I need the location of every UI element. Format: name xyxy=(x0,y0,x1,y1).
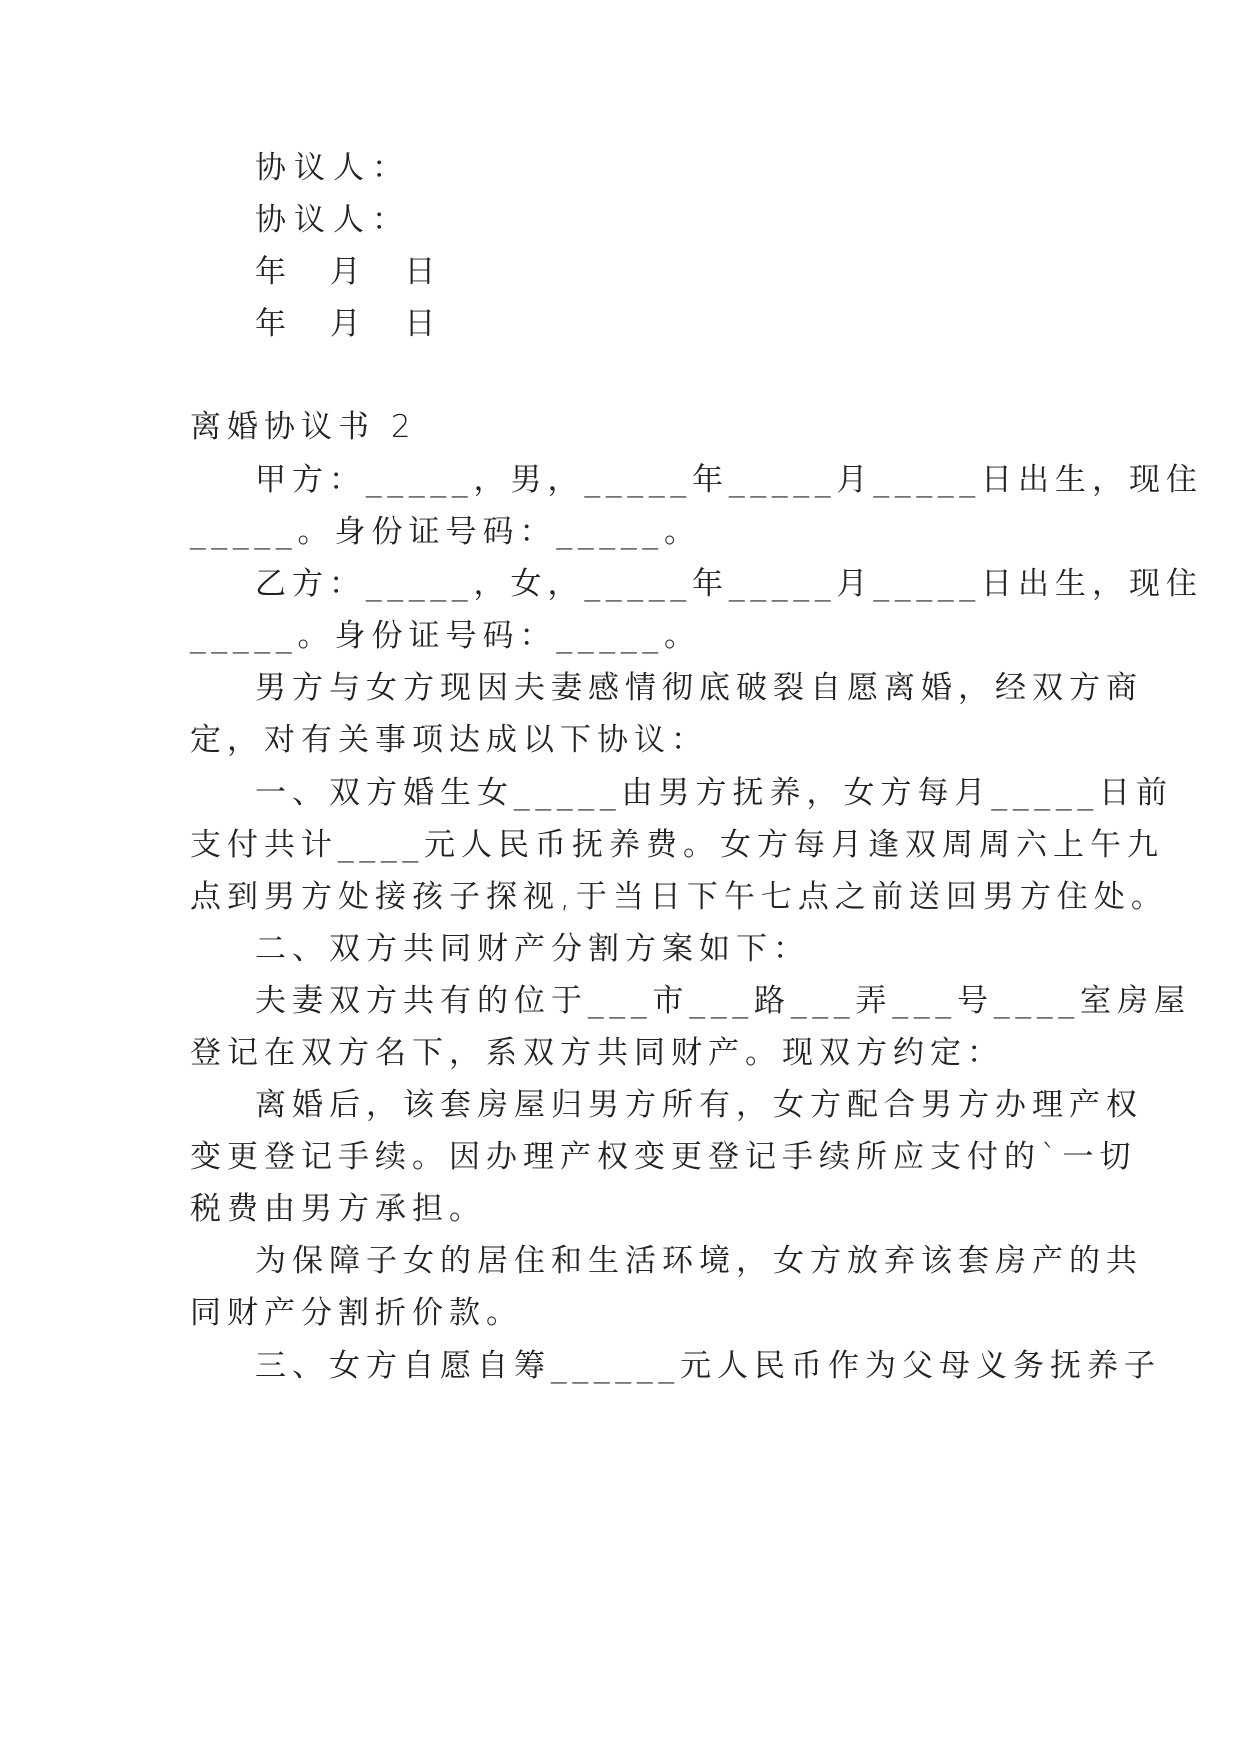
paragraph-line: 变更登记手续。因办理产权变更登记手续所应支付的`一切 xyxy=(190,1139,1137,1175)
signatory-b-label: 协议人： xyxy=(255,202,411,238)
paragraph-line: 税费由男方承担。 xyxy=(190,1191,486,1227)
paragraph-line: _____。身份证号码：_____。 xyxy=(190,514,701,550)
paragraph-line: 乙方：_____，女，_____年_____月_____日出生，现住 xyxy=(255,566,1203,602)
clause-2-heading: 二、双方共同财产分割方案如下： xyxy=(255,931,810,967)
paragraph-line: 同财产分割折价款。 xyxy=(190,1295,523,1331)
paragraph-line: 一、双方婚生女_____由男方抚养，女方每月_____日前 xyxy=(255,775,1173,811)
paragraph-line: 离婚后，该套房屋归男方所有，女方配合男方办理产权 xyxy=(255,1087,1143,1123)
paragraph-line: 支付共计____元人民币抚养费。女方每月逢双周周六上午九 xyxy=(190,827,1164,863)
paragraph-line: 定，对有关事项达成以下协议： xyxy=(190,722,708,758)
date-line-b: 年 月 日 xyxy=(255,306,444,342)
paragraph-line: 男方与女方现因夫妻感情彻底破裂自愿离婚，经双方商 xyxy=(255,670,1143,706)
date-line-a: 年 月 日 xyxy=(255,254,444,290)
paragraph-line: 三、女方自愿自筹______元人民币作为父母义务抚养子 xyxy=(255,1348,1161,1384)
signatory-a-label: 协议人： xyxy=(255,150,411,186)
paragraph-line: 甲方：_____，男，_____年_____月_____日出生，现住 xyxy=(255,462,1203,498)
paragraph-line: 点到男方处接孩子探视,于当日下午七点之前送回男方住处。 xyxy=(190,879,1168,915)
document-title: 离婚协议书 2 xyxy=(190,409,417,445)
paragraph-line: 为保障子女的居住和生活环境，女方放弃该套房产的共 xyxy=(255,1243,1143,1279)
paragraph-line: 登记在双方名下，系双方共同财产。现双方约定： xyxy=(190,1035,1004,1071)
paragraph-line: 夫妻双方共有的位于___市___路___弄___号____室房屋 xyxy=(255,983,1191,1019)
paragraph-line: _____。身份证号码：_____。 xyxy=(190,618,701,654)
